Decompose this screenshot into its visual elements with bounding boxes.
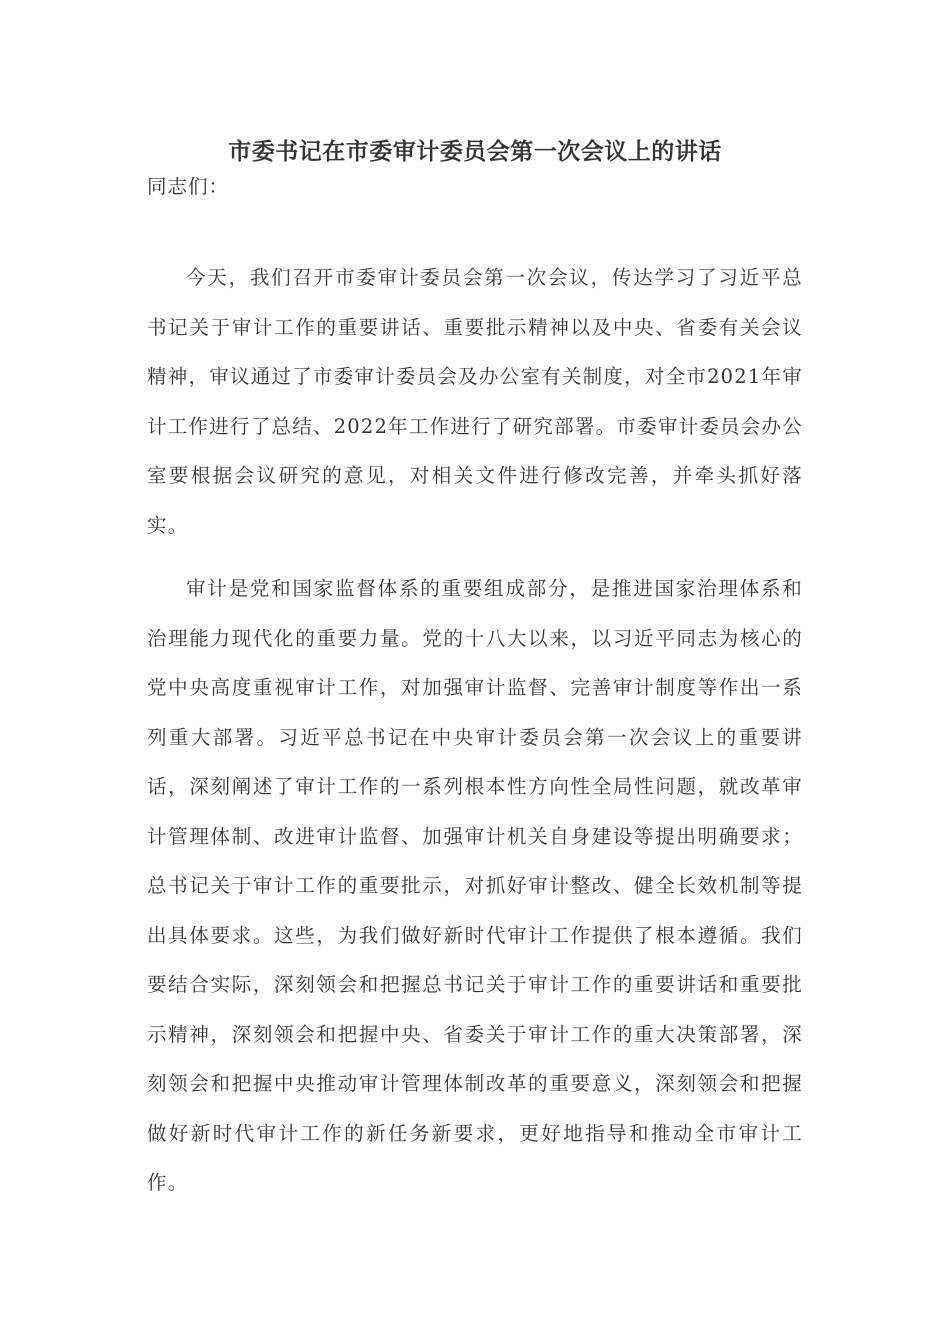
body-paragraph: 今天，我们召开市委审计委员会第一次会议，传达学习了习近平总书记关于审计工作的重要讲话、重要批示精神以及中央、省委有关会议精神，审议通过了市委审计委员会及办公室有关制度，对全市2021年审计工作进行了总结、2022年工作进行了研究部署。市委审计委员会办公室要根据会议研究的意见，对相关文件进行修改完善，并牵头抓好落实。: [147, 266, 803, 537]
salutation: 同志们：: [147, 175, 230, 198]
document-title: 市委书记在市委审计委员会第一次会议上的讲话: [228, 138, 722, 165]
body-paragraph: 审计是党和国家监督体系的重要组成部分，是推进国家治理体系和治理能力现代化的重要力量。党的十八大以来，以习近平同志为核心的党中央高度重视审计工作，对加强审计监督、完善审计制度等作出一系列重大部署。习近平总书记在中央审计委员会第一次会议上的重要讲话，深刻阐述了审计工作的一系列根本性方向性全局性问题，就改革审计管理体制、改进审计监督、加强审计机关自身建设等提出明确要求；总书记关于审计工作的重要批示，对抓好审计整改、健全长效机制等提出具体要求。这些，为我们做好新时代审计工作提供了根本遵循。我们要结合实际，深刻领会和把握总书记关于审计工作的重要讲话和重要批示精神，深刻领会和把握中央、省委关于审计工作的重大决策部署，深刻领会和把握中央推动审计管理体制改革的重要意义，深刻领会和把握做好新时代审计工作的新任务新要求，更好地指导和推动全市审计工作。: [147, 577, 803, 1194]
